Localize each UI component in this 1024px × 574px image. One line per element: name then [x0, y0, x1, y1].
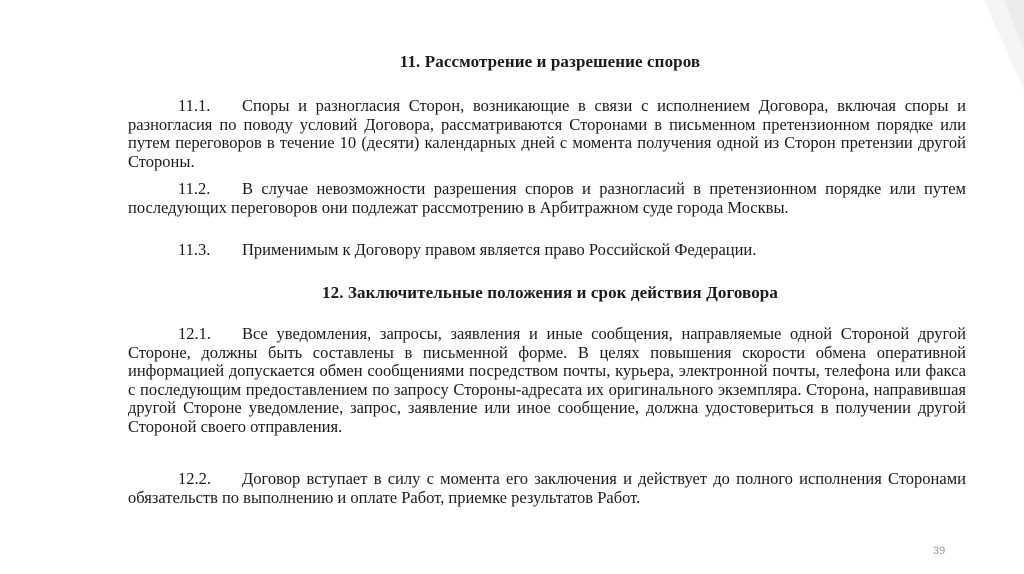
clause-text: В случае невозможности разрешения споров и разногласий в претензионном порядке или путем последующих переговоров они подлежат рассмотрению в Арбитражном суде города Москвы. — [128, 179, 966, 217]
clause-number: 12.2. — [178, 469, 211, 488]
clause-text: Применимым к Договору правом является право Российской Федерации. — [242, 240, 757, 259]
clause-text: Споры и разногласия Сторон, возникающие в связи с исполнением Договора, включая споры и разногласия по поводу условий Договора, рассматриваются Сторонами в письменном претензионном порядке или путем переговоров в течение 10 (десяти) календарных дней с момента получения одной из Сторон претензии другой Стороны. — [128, 96, 966, 171]
clause-11-1 — [128, 97, 966, 171]
clause-number: 12.1. — [178, 324, 211, 343]
clause-text: Все уведомления, запросы, заявления и иные сообщения, направляемые одной Стороной другой Стороне, должны быть составлены в письменной форме. В целях повышения скорости обмена оперативной информацией допускается обмен сообщениями посредством почты, курьера, электронной почты, телефона или факса с последующим предоставлением по запросу Стороны-адресата их оригинального экземпляра. Сторона, направившая другой Стороне уведомление, запрос, заявление или иное сообщение, должна удостовериться в получении другой Стороной своего отправления. — [128, 324, 966, 436]
clause-11-2 — [128, 180, 966, 217]
clause-12-2 — [128, 470, 966, 507]
clause-12-1 — [128, 325, 966, 436]
clause-number: 11.3. — [178, 240, 211, 259]
page-number: 39 — [933, 545, 946, 557]
section-11-title: 11. Рассмотрение и разрешение споров — [399, 52, 701, 71]
clause-11-3 — [128, 241, 966, 260]
corner-decoration-icon — [964, 0, 1024, 90]
clause-number: 11.2. — [178, 179, 211, 198]
clause-number: 11.1. — [178, 96, 211, 115]
clause-text: Договор вступает в силу с момента его заключения и действует до полного исполнения Сторонами обязательств по выполнению и оплате Работ, приемке результатов Работ. — [128, 469, 966, 507]
section-12-title: 12. Заключительные положения и срок действия Договора — [322, 283, 778, 302]
